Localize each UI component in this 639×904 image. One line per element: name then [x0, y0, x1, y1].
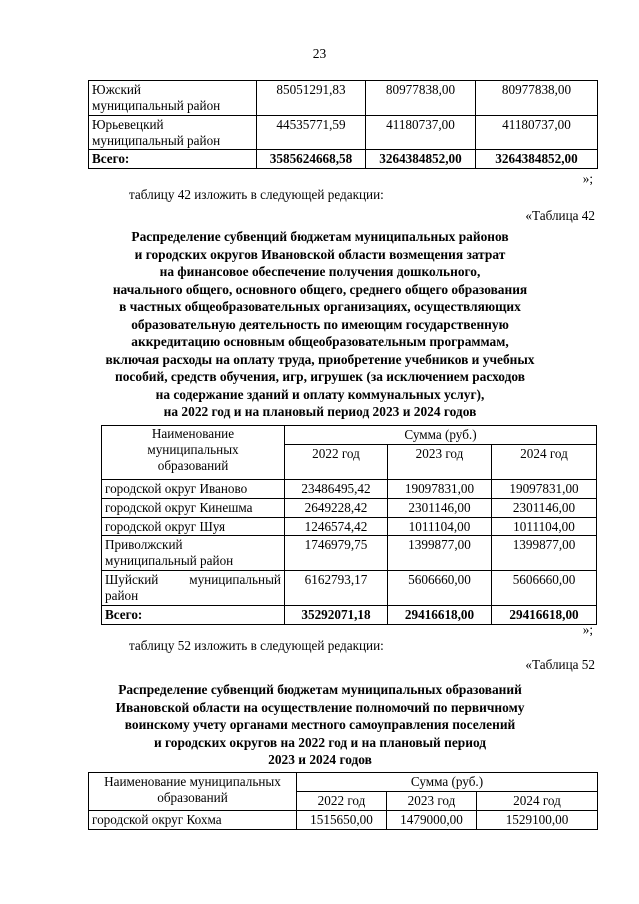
header-name-cell: Наименование муниципальных образований: [102, 426, 285, 480]
row-name-cell: Южский муниципальный район: [89, 81, 257, 116]
table-total-row: [102, 605, 597, 624]
instruction-text: таблицу 52 изложить в следующей редакции:: [129, 638, 384, 653]
table-total-row: [89, 150, 598, 169]
table-row: [102, 479, 597, 498]
table-header-row: [102, 426, 597, 445]
value-2022: 1246574,42: [285, 517, 388, 536]
header-sum-cell: Сумма (руб.): [297, 773, 598, 792]
total-label: Всего:: [102, 605, 285, 624]
value-2022: 6162793,17: [285, 571, 388, 606]
row-name-cell: Шуйский муниципальный район: [102, 571, 285, 606]
table-caption: «Таблица 52: [525, 657, 595, 672]
value-2023: 41180737,00: [366, 115, 476, 150]
table-42: [101, 425, 597, 625]
table-row: [89, 115, 598, 150]
header-sum-cell: Сумма (руб.): [285, 426, 597, 445]
total-2023: 29416618,00: [388, 605, 492, 624]
total-2024: 3264384852,00: [476, 150, 598, 169]
instruction-text: таблицу 42 изложить в следующей редакции:: [129, 187, 384, 202]
value-2022: 1515650,00: [297, 810, 387, 829]
value-2023: 1399877,00: [388, 536, 492, 571]
row-name-cell: городской округ Кинешма: [102, 498, 285, 517]
value-2024: 19097831,00: [492, 479, 597, 498]
row-name-cell: городской округ Кохма: [89, 810, 297, 829]
header-year-2024: 2024 год: [477, 791, 598, 810]
row-name-cell: Юрьевецкий муниципальный район: [89, 115, 257, 150]
value-2023: 19097831,00: [388, 479, 492, 498]
table-row: [102, 571, 597, 606]
header-year-2023: 2023 год: [388, 444, 492, 479]
value-2024: 1529100,00: [477, 810, 598, 829]
table-caption: «Таблица 42: [525, 208, 595, 223]
table-continuation: [88, 80, 598, 169]
total-2024: 29416618,00: [492, 605, 597, 624]
header-year-2022: 2022 год: [285, 444, 388, 479]
page-number: 23: [312, 46, 327, 61]
table-row: [89, 81, 598, 116]
header-name-cell: Наименование муниципальных образований: [89, 773, 297, 811]
value-2023: 80977838,00: [366, 81, 476, 116]
value-2024: 1399877,00: [492, 536, 597, 571]
header-year-2022: 2022 год: [297, 791, 387, 810]
table-row: [102, 498, 597, 517]
total-2022: 35292071,18: [285, 605, 388, 624]
value-2023: 1011104,00: [388, 517, 492, 536]
value-2022: 1746979,75: [285, 536, 388, 571]
table-header-row: [89, 773, 598, 792]
table-title: Распределение субвенций бюджетам муниципальных районов и городских округов Ивановской области возмещения затрат на финансовое обеспечение получения дошкольного, начального общего, основного общего, среднего общего образования в частных общеобразовательных организациях, осуществляющих образовательную деятельность по имеющим государственную аккредитацию основным общеобразовательным программам, включая расходы на оплату труда, приобретение учебников и учебных пособий, средств обучения, игр, игрушек (за исключением расходов на содержание зданий и оплату коммунальных услуг), на 2022 год и на плановый период 2023 и 2024 годов: [105, 229, 535, 419]
table-row: [102, 517, 597, 536]
header-year-2024: 2024 год: [492, 444, 597, 479]
row-name-cell: городской округ Иваново: [102, 479, 285, 498]
row-name-cell: городской округ Шуя: [102, 517, 285, 536]
value-2022: 23486495,42: [285, 479, 388, 498]
table-52: [88, 772, 598, 830]
table-title: Распределение субвенций бюджетам муниципальных образований Ивановской области на осуществление полномочий по первичному воинскому учету органами местного самоуправления поселений и городских округов на 2022 год и на плановый период 2023 и 2024 годов: [115, 682, 525, 767]
value-2024: 41180737,00: [476, 115, 598, 150]
value-2024: 1011104,00: [492, 517, 597, 536]
total-label: Всего:: [89, 150, 257, 169]
value-2024: 5606660,00: [492, 571, 597, 606]
value-2024: 80977838,00: [476, 81, 598, 116]
closing-quote: »;: [582, 622, 593, 637]
total-2023: 3264384852,00: [366, 150, 476, 169]
value-2022: 85051291,83: [257, 81, 366, 116]
table-row: [89, 810, 598, 829]
total-2022: 3585624668,58: [257, 150, 366, 169]
value-2022: 44535771,59: [257, 115, 366, 150]
value-2022: 2649228,42: [285, 498, 388, 517]
table-row: [102, 536, 597, 571]
value-2024: 2301146,00: [492, 498, 597, 517]
value-2023: 5606660,00: [388, 571, 492, 606]
closing-quote: »;: [582, 171, 593, 186]
header-year-2023: 2023 год: [387, 791, 477, 810]
value-2023: 1479000,00: [387, 810, 477, 829]
row-name-cell: Приволжский муниципальный район: [102, 536, 285, 571]
value-2023: 2301146,00: [388, 498, 492, 517]
